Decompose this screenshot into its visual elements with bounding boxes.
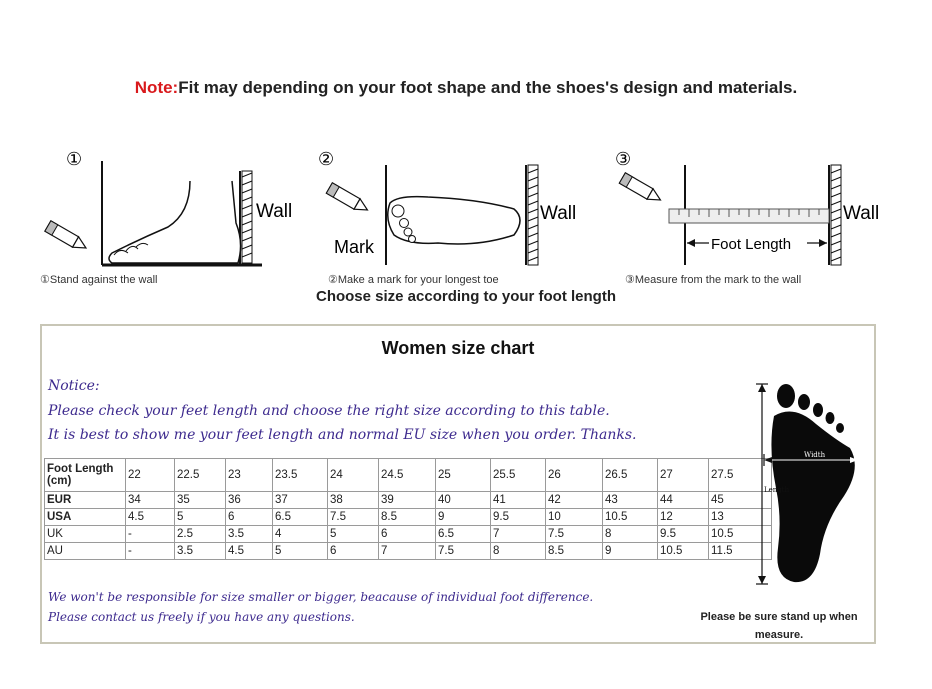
size-cell: 36 [226,492,273,509]
notice-title: Notice: [48,378,100,394]
note-line [0,78,932,98]
row-label: USA [45,509,126,526]
step-3-number: ③ [615,149,632,170]
step-2-mark-label: Mark [334,237,374,257]
pencil-icon [326,183,370,215]
size-cell: 22.5 [175,459,226,492]
size-cell: 25 [436,459,491,492]
notice-line-1: Please check your feet length and choose the right size according to this table. [48,403,610,419]
size-cell: 8 [491,543,546,560]
row-label: UK [45,526,126,543]
foot-diagram [754,378,864,590]
size-cell: 3.5 [226,526,273,543]
step-2-illustration [318,143,598,273]
size-cell: 4 [273,526,328,543]
size-cell: 23 [226,459,273,492]
size-cell: 4.5 [126,509,175,526]
size-cell: 11.5 [709,543,772,560]
size-cell: 5 [175,509,226,526]
size-cell: 7 [379,543,436,560]
size-cell: 10.5 [603,509,658,526]
pencil-icon [619,173,663,205]
size-cell: 9.5 [491,509,546,526]
size-chart-panel [40,324,876,644]
size-cell: 8.5 [379,509,436,526]
size-row [45,543,772,560]
size-cell: 6 [226,509,273,526]
size-cell: 40 [436,492,491,509]
size-cell: 41 [491,492,546,509]
size-cell: 6 [328,543,379,560]
pencil-icon [45,221,89,253]
size-cell: 38 [328,492,379,509]
step-1-illustration [40,143,310,273]
size-cell: 2.5 [175,526,226,543]
size-cell: 10.5 [658,543,709,560]
size-cell: 39 [379,492,436,509]
note-prefix: Note: [134,78,179,97]
size-cell: 24 [328,459,379,492]
step-3-illustration [615,143,895,273]
size-cell: 22 [126,459,175,492]
size-cell: 8 [603,526,658,543]
size-row [45,526,772,543]
step-2-caption: ②Make a mark for your longest toe [328,274,499,286]
size-cell: 7.5 [546,526,603,543]
step-1 [40,143,310,288]
step-3-wall-label: Wall [843,203,880,224]
footprint-icon [771,412,854,583]
row-label: Foot Length (cm) [45,459,126,492]
size-table [44,458,772,560]
size-cell: 34 [126,492,175,509]
row-label: EUR [45,492,126,509]
size-cell: 9.5 [658,526,709,543]
stand-up-note: Please be sure stand up when measure. [700,611,858,641]
notice-line-2: It is best to show me your feet length and normal EU size when you order. Thanks. [48,427,637,443]
size-cell: 3.5 [175,543,226,560]
size-cell: 6 [379,526,436,543]
row-label: AU [45,543,126,560]
size-cell: 27.5 [709,459,772,492]
size-cell: 5 [273,543,328,560]
size-cell: 7.5 [436,543,491,560]
size-row [45,509,772,526]
size-cell: 44 [658,492,709,509]
size-row [45,459,772,492]
size-cell: 45 [709,492,772,509]
step-3-caption: ③Measure from the mark to the wall [625,274,802,286]
step-2-wall-label: Wall [540,203,577,224]
size-cell: 7 [491,526,546,543]
contact-line: Please contact us freely if you have any questions. [48,610,355,624]
size-cell: 24.5 [379,459,436,492]
size-cell: 8.5 [546,543,603,560]
size-cell: 9 [436,509,491,526]
disclaimer-line: We won't be responsible for size smaller or bigger, beacause of individual foot difference. [48,590,594,604]
step-1-number: ① [66,149,83,170]
size-cell: 10.5 [709,526,772,543]
size-cell: 42 [546,492,603,509]
size-cell: 12 [658,509,709,526]
step-1-caption: ①Stand against the wall [40,274,158,286]
size-cell: - [126,526,175,543]
size-cell: 5 [328,526,379,543]
size-cell: 9 [603,543,658,560]
length-label: Length [764,486,790,494]
chart-title: Women size chart [381,338,535,358]
size-cell: 43 [603,492,658,509]
measuring-steps [40,143,900,293]
size-cell: 23.5 [273,459,328,492]
step-3 [615,143,895,288]
choose-size-heading: Choose size according to your foot length [315,288,616,305]
size-cell: 4.5 [226,543,273,560]
step-2 [318,143,598,288]
step-2-number: ② [318,149,335,170]
size-cell: 26.5 [603,459,658,492]
size-cell: 6.5 [273,509,328,526]
size-cell: - [126,543,175,560]
size-cell: 25.5 [491,459,546,492]
size-cell: 7.5 [328,509,379,526]
step-1-wall-label: Wall [256,201,293,222]
size-cell: 26 [546,459,603,492]
size-cell: 35 [175,492,226,509]
note-text: Fit may depending on your foot shape and the shoes's design and materials. [178,78,798,97]
size-cell: 37 [273,492,328,509]
size-cell: 10 [546,509,603,526]
step-3-length-label: Foot Length [711,236,792,253]
size-cell: 27 [658,459,709,492]
size-row [45,492,772,509]
size-cell: 6.5 [436,526,491,543]
size-cell: 13 [709,509,772,526]
width-label: Width [804,451,826,459]
